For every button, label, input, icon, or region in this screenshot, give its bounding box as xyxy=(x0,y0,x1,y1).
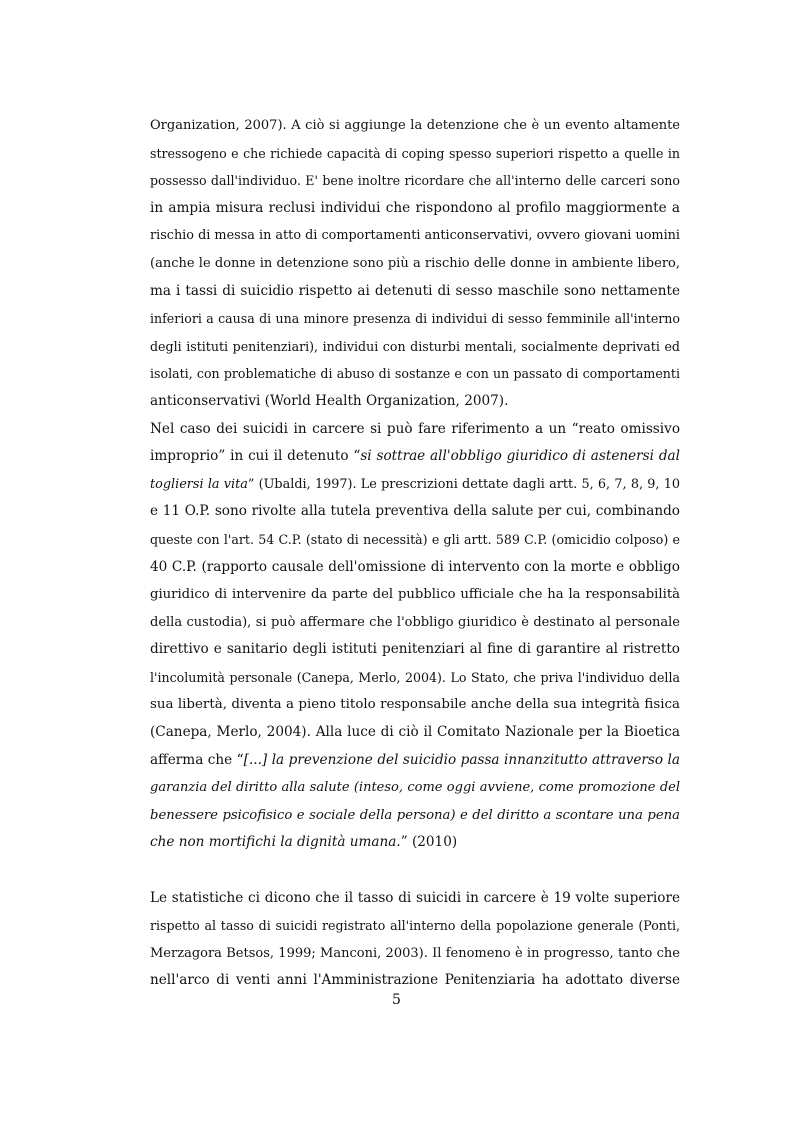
text-segment: afferma che “ xyxy=(150,751,244,768)
text-line: Le statistiche ci dicono che il tasso di suicidi in carcere è 19 volte superiore xyxy=(150,889,680,906)
text-line: possesso dall'individuo. E' bene inoltre ricordare che all'interno delle carceri sono xyxy=(150,173,680,189)
text-line: (Canepa, Merlo, 2004). Alla luce di ciò il Comitato Nazionale per la Bioetica xyxy=(150,724,680,741)
text-line: 40 C.P. (rapporto causale dell'omissione di intervento con la morte e obbligo xyxy=(150,558,680,575)
text-line: rischio di messa in atto di comportamenti anticonservativi, ovvero giovani uomini xyxy=(150,228,680,244)
quote-text: che non mortifichi la dignità umana. xyxy=(150,834,401,851)
text-line: inferiori a causa di una minore presenza di individui di sesso femminile all'interno xyxy=(150,311,680,327)
paragraph-2 xyxy=(150,416,680,858)
text-line: anticonservativi (World Health Organization, 2007). xyxy=(150,392,509,409)
quote-text: [...] la prevenzione del suicidio passa innanzitutto attraverso la xyxy=(243,751,681,768)
text-line: nell'arco di venti anni l'Amministrazione Penitenziaria ha adottato diverse xyxy=(150,972,680,989)
text-line: sua libertà, diventa a pieno titolo responsabile anche della sua integrità fisica xyxy=(150,697,680,713)
text-line: stressogeno e che richiede capacità di coping spesso superiori rispetto a quelle in xyxy=(150,145,680,161)
text-line: Nel caso dei suicidi in carcere si può fare riferimento a un “reato omissivo xyxy=(150,420,680,437)
text-line: della custodia), si può affermare che l'obbligo giuridico è destinato al personale xyxy=(150,614,680,630)
text-segment: improprio” in cui il detenuto “ xyxy=(150,448,361,465)
document-page xyxy=(150,112,680,995)
quote-text: si sottrae all'obbligo giuridico di astenersi dal xyxy=(360,448,680,465)
text-line: rispetto al tasso di suicidi registrato all'interno della popolazione generale (Ponti, xyxy=(150,918,680,934)
text-line xyxy=(150,829,680,857)
text-line xyxy=(150,471,680,499)
text-line: in ampia misura reclusi individui che rispondono al profilo maggiormente a xyxy=(150,199,680,216)
text-line: isolati, con problematiche di abuso di sostanze e con un passato di comportamenti xyxy=(150,366,680,382)
text-line: (anche le donne in detenzione sono più a rischio delle donne in ambiente libero, xyxy=(150,255,680,271)
text-line: queste con l'art. 54 C.P. (stato di necessità) e gli artt. 589 C.P. (omicidio colposo) e xyxy=(150,531,680,547)
text-line xyxy=(150,774,680,802)
text-line: ma i tassi di suicidio rispetto ai detenuti di sesso maschile sono nettamente xyxy=(150,282,680,299)
text-line: Organization, 2007). A ciò si aggiunge la detenzione che è un evento altamente xyxy=(150,118,680,133)
text-line: Merzagora Betsos, 1999; Manconi, 2003). Il fenomeno è in progresso, tanto che xyxy=(150,945,680,961)
text-line xyxy=(150,802,680,830)
quote-text: benessere psicofisico e sociale della persona) e del diritto a scontare una pena xyxy=(150,807,680,823)
text-segment: ” (Ubaldi, 1997). Le prescrizioni dettate dagli artt. 5, 6, 7, 8, 9, 10 xyxy=(247,476,680,492)
quote-text: garanzia del diritto alla salute (inteso, come oggi avviene, come promozione del xyxy=(150,780,680,796)
text-line: l'incolumità personale (Canepa, Merlo, 2004). Lo Stato, che priva l'individuo della xyxy=(150,669,680,685)
page-number: 5 xyxy=(392,992,401,1008)
text-line xyxy=(150,443,680,471)
paragraph-gap xyxy=(150,857,680,885)
text-line: e 11 O.P. sono rivolte alla tutela preventiva della salute per cui, combinando xyxy=(150,503,680,520)
text-line: giuridico di intervenire da parte del pubblico ufficiale che ha la responsabilità xyxy=(150,587,680,603)
quote-text: togliersi la vita xyxy=(150,476,248,492)
text-segment: ” (2010) xyxy=(400,834,458,851)
paragraph-1 xyxy=(150,112,680,416)
paragraph-3 xyxy=(150,885,680,995)
text-line xyxy=(150,747,680,775)
text-line: degli istituti penitenziari), individui con disturbi mentali, socialmente deprivati ed xyxy=(150,338,680,354)
text-line: direttivo e sanitario degli istituti penitenziari al fine di garantire al ristretto xyxy=(150,641,680,658)
